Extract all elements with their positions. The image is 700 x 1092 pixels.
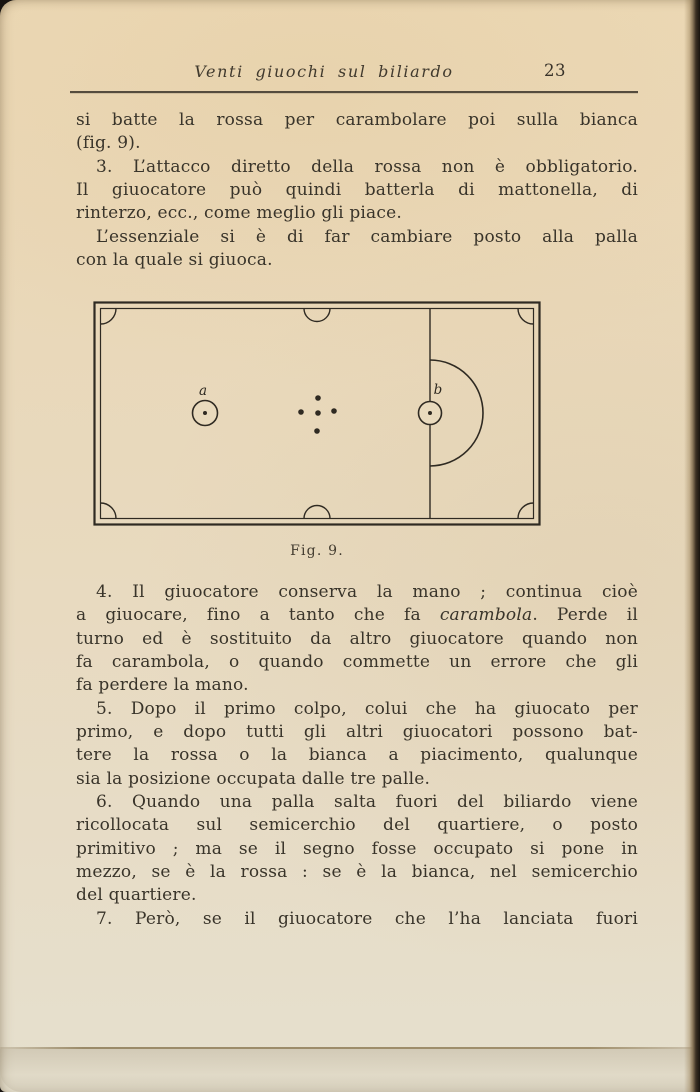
text-line: fa perdere la mano. xyxy=(76,675,249,696)
text-line: rinterzo, ecc., come meglio gli piace. xyxy=(76,203,402,224)
middle-pocket-top-icon xyxy=(304,309,330,322)
figure-caption: Fig. 9. xyxy=(290,543,344,559)
text-line: del quartiere. xyxy=(76,885,197,906)
paragraph xyxy=(76,226,638,273)
text-block-upper xyxy=(76,109,638,272)
paragraph xyxy=(76,698,638,791)
corner-pocket-top-right-icon xyxy=(518,309,534,325)
page-right-edge xyxy=(684,0,700,1092)
corner-pocket-top-left-icon xyxy=(101,309,117,325)
text-line: sia la posizione occupata dalle tre palle. xyxy=(76,768,431,789)
centre-dots xyxy=(298,395,337,434)
text-line: primo, e dopo tutti gli altri giuocatori possono bat- xyxy=(76,722,638,743)
spot-a xyxy=(193,383,218,426)
text-line: tere la rossa o la bianca a piacimento, qualunque xyxy=(76,745,638,766)
text-line: si batte la rossa per carambolare poi sulla bianca xyxy=(76,110,638,130)
text-block-lower xyxy=(76,581,638,931)
text-line: Il giuocatore può quindi batterla di mattonella, di xyxy=(76,180,638,201)
text-line: (fig. 9). xyxy=(76,133,141,154)
corner-pocket-bottom-left-icon xyxy=(101,503,117,519)
text-line: con la quale si giuoca. xyxy=(76,250,273,271)
text-line: 7. Però, se il giuocatore che l’ha lanciata fuori xyxy=(96,908,638,929)
paragraph xyxy=(76,109,638,156)
text-line: 3. L’attacco diretto della rossa non è obbligatorio. xyxy=(96,156,638,177)
text-line: ricollocata sul semicerchio del quartiere, o posto xyxy=(76,815,638,836)
page-header xyxy=(70,60,638,94)
text-line: 6. Quando una palla salta fuori del biliardo viene xyxy=(96,792,638,813)
billiard-table-figure xyxy=(93,301,541,527)
spot-b-label: b xyxy=(433,382,443,398)
text-line: 4. Il giuocatore conserva la mano ; continua cioè xyxy=(96,582,638,602)
running-title: Venti giuochi sul biliardo xyxy=(194,62,454,81)
middle-pocket-bottom-icon xyxy=(304,506,330,519)
paragraph xyxy=(76,581,638,698)
billiard-table-diagram xyxy=(93,301,541,527)
header-rule xyxy=(70,91,638,93)
text-line: primitivo ; ma se il segno fosse occupato si pone in xyxy=(76,838,638,859)
text-line: mezzo, se è la rossa : se è la bianca, nel semicerchio xyxy=(76,862,638,883)
page-number: 23 xyxy=(544,61,566,80)
spot-a-label: a xyxy=(198,383,208,399)
text-line: turno ed è sostituito da altro giuocatore quando non xyxy=(76,628,638,649)
paragraph xyxy=(76,908,638,931)
text-line: L’essenziale si è di far cambiare posto alla palla xyxy=(96,226,638,247)
paragraph xyxy=(76,791,638,908)
corner-pocket-bottom-right-icon xyxy=(518,503,534,519)
text-line: a giuocare, fino a tanto che fa carambola. Perde il xyxy=(76,605,639,626)
text-line: 5. Dopo il primo colpo, colui che ha giuocato per xyxy=(96,698,638,719)
paragraph xyxy=(76,156,638,226)
page-below-edge xyxy=(0,1049,694,1092)
text-line: fa carambola, o quando commette un errore che gli xyxy=(76,652,638,673)
